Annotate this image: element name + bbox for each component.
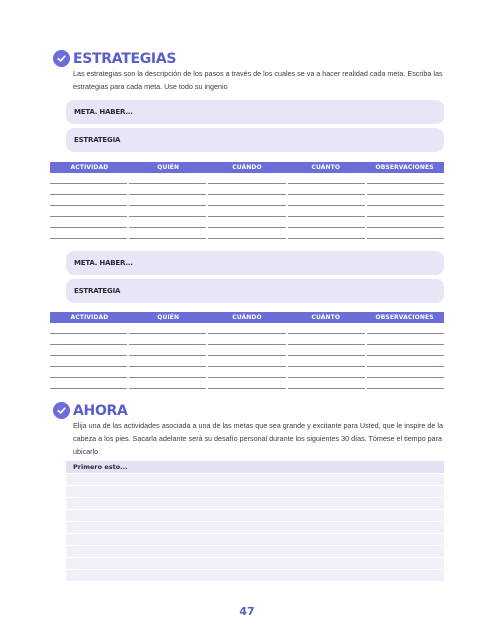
column-header: QUIÉN [157, 314, 180, 321]
column-header: CUÁNTO [311, 164, 341, 171]
strategies-intro: Las estrategias son la descripción de los pasos a través de los cuales se va a hacer realidad cada meta. Escriba las estrategias para cada meta. Use todo su ingenio [73, 69, 443, 91]
column-header: ACTIVIDAD [70, 314, 109, 321]
table-row[interactable] [50, 356, 444, 367]
column-header: OBSERVACIONES [375, 164, 434, 171]
meta-field-1[interactable]: META. HABER... [66, 100, 444, 124]
table-row[interactable] [50, 378, 444, 389]
strategy-field-1[interactable]: ESTRATEGIA [66, 128, 444, 152]
column-header: ACTIVIDAD [70, 164, 109, 171]
first-this-label: Primero esto... [66, 461, 444, 473]
strategy-field-2[interactable]: ESTRATEGIA [66, 279, 444, 303]
table-row[interactable] [50, 173, 444, 184]
strategies-heading [53, 50, 176, 67]
column-header: CUÁNDO [232, 314, 262, 321]
first-this-writing-area[interactable] [66, 474, 444, 582]
now-intro: Elija una de las actividades asociada a una de las metas que sea grande y excitante para Usted, que le inspire de la cabeza a los pies. Sacarla adelante será su desafío personal durante los siguientes 30 días. Tómese el tiempo para ubicarlo. [73, 421, 443, 456]
table-header [50, 162, 444, 173]
table-row[interactable] [50, 206, 444, 217]
column-header: OBSERVACIONES [375, 314, 434, 321]
now-heading [53, 402, 128, 419]
strategies-title: ESTRATEGIAS [73, 50, 177, 67]
table-header [50, 312, 444, 323]
meta-field-2[interactable]: META. HABER... [66, 251, 444, 275]
activity-table-1 [50, 162, 444, 239]
table-row[interactable] [50, 184, 444, 195]
now-title: AHORA [73, 402, 128, 419]
check-circle-icon [53, 402, 70, 419]
table-row[interactable] [50, 334, 444, 345]
activity-table-2 [50, 312, 444, 389]
table-row[interactable] [50, 345, 444, 356]
column-header: CUÁNDO [232, 164, 262, 171]
column-header: QUIÉN [157, 164, 180, 171]
page-number: 47 [239, 605, 255, 618]
table-row[interactable] [50, 367, 444, 378]
table-row[interactable] [50, 195, 444, 206]
table-row[interactable] [50, 217, 444, 228]
table-row[interactable] [50, 323, 444, 334]
column-header: CUÁNTO [311, 314, 341, 321]
table-row[interactable] [50, 228, 444, 239]
check-circle-icon [53, 50, 70, 67]
